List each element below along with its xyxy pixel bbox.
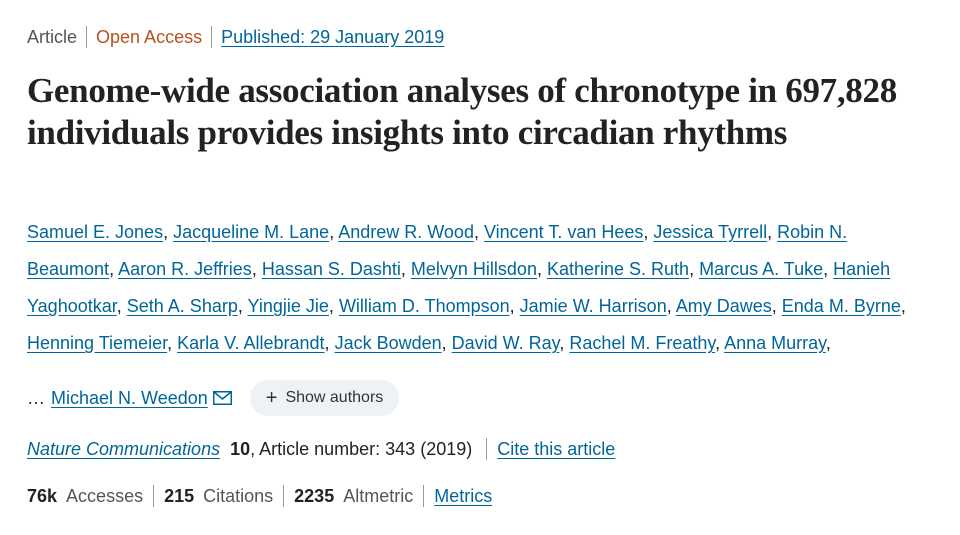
corresponding-author-link[interactable]: Michael N. Weedon bbox=[51, 387, 208, 408]
author-link[interactable]: Henning Tiemeier bbox=[27, 333, 168, 353]
author-link[interactable]: Yingjie Jie bbox=[247, 296, 329, 316]
altmetric-label: Altmetric bbox=[343, 485, 414, 506]
accesses-label: Accesses bbox=[66, 485, 144, 506]
authors-ellipsis: … bbox=[27, 387, 45, 408]
author-link[interactable]: Katherine S. Ruth bbox=[546, 259, 690, 279]
separator bbox=[283, 485, 284, 507]
author-link[interactable]: Anna Murray bbox=[724, 333, 826, 353]
citations-count: 215 bbox=[164, 485, 195, 506]
article-title: Genome-wide association analyses of chronotype in 697,828 individuals provides insights into circadian rhythms bbox=[27, 71, 897, 152]
author-list: Samuel E. Jones, Jacqueline M. Lane, Andrew R. Wood, Vincent T. van Hees, Jessica Tyrrell, Robin N. Beaumont, Aaron R. Jeffries, Hassan S. Dashti, Melvyn Hillsdon, Katherine S. Ruth, Marcus A. Tuke, Hanieh Yaghootkar, Seth A. Sharp, Yingjie Jie, William D. Thompson, Jamie W. Harrison, Amy Dawes, Enda M. Byrne, Henning Tiemeier, Karla V. Allebrandt, Jack Bowden, David W. Ray, Rachel M. Freathy, Anna Murray, bbox=[27, 222, 906, 353]
article-meta bbox=[27, 24, 444, 50]
plus-icon: + bbox=[265, 387, 278, 409]
author-link[interactable]: Seth A. Sharp bbox=[126, 296, 238, 316]
accesses-count: 76k bbox=[27, 485, 58, 506]
author-link[interactable]: William D. Thompson bbox=[338, 296, 510, 316]
author-link[interactable]: Jacqueline M. Lane bbox=[173, 222, 330, 242]
separator bbox=[86, 26, 87, 48]
author-link[interactable]: Karla V. Allebrandt bbox=[177, 333, 325, 353]
author-link[interactable]: Hanieh Yaghootkar bbox=[27, 259, 891, 316]
show-authors-button[interactable] bbox=[250, 380, 400, 416]
author-link[interactable]: Enda M. Byrne bbox=[781, 296, 901, 316]
journal-volume: 10 bbox=[230, 438, 251, 459]
article-number: , Article number: 343 (2019) bbox=[250, 438, 473, 459]
author-link[interactable]: Andrew R. Wood bbox=[338, 222, 474, 242]
cite-article-link[interactable]: Cite this article bbox=[497, 438, 616, 459]
author-link[interactable]: Jessica Tyrrell bbox=[653, 222, 768, 242]
author-link[interactable]: Jack Bowden bbox=[334, 333, 442, 353]
author-link[interactable]: Hassan S. Dashti bbox=[261, 259, 401, 279]
article-metrics bbox=[27, 485, 492, 507]
article-type: Article bbox=[27, 27, 78, 47]
author-link[interactable]: Marcus A. Tuke bbox=[699, 259, 824, 279]
author-link[interactable]: Melvyn Hillsdon bbox=[410, 259, 537, 279]
author-link[interactable]: Robin N. Beaumont bbox=[27, 222, 848, 279]
published-date-link[interactable]: Published: 29 January 2019 bbox=[221, 27, 445, 47]
author-list-end bbox=[27, 380, 399, 416]
separator bbox=[486, 438, 487, 460]
separator bbox=[423, 485, 424, 507]
journal-info bbox=[27, 438, 615, 460]
show-authors-label: Show authors bbox=[285, 389, 384, 406]
envelope-icon[interactable] bbox=[213, 391, 232, 405]
author-link[interactable]: David W. Ray bbox=[451, 333, 560, 353]
journal-name-link[interactable]: Nature Communications bbox=[27, 438, 221, 459]
metrics-link[interactable]: Metrics bbox=[434, 485, 493, 506]
altmetric-count: 2235 bbox=[294, 485, 335, 506]
citations-label: Citations bbox=[203, 485, 274, 506]
author-link[interactable]: Amy Dawes bbox=[675, 296, 772, 316]
author-link[interactable]: Rachel M. Freathy bbox=[569, 333, 716, 353]
open-access-label: Open Access bbox=[96, 27, 203, 47]
separator bbox=[153, 485, 154, 507]
author-link[interactable]: Vincent T. van Hees bbox=[483, 222, 644, 242]
author-link[interactable]: Samuel E. Jones bbox=[27, 222, 164, 242]
separator bbox=[211, 26, 212, 48]
author-link[interactable]: Aaron R. Jeffries bbox=[118, 259, 252, 279]
author-link[interactable]: Jamie W. Harrison bbox=[519, 296, 667, 316]
